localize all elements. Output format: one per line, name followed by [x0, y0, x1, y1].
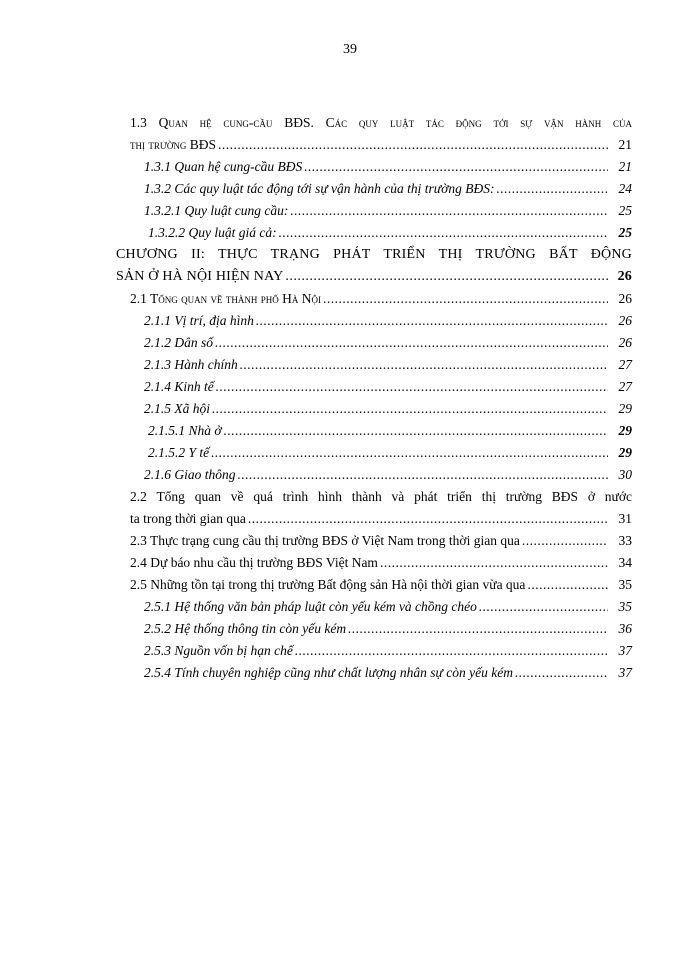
leader-dots	[323, 288, 608, 310]
leader-dots	[348, 618, 608, 640]
toc-entry-title: 2.5.3 Nguồn vốn bị hạn chế	[144, 643, 293, 658]
toc-entry-2-1-1	[130, 310, 632, 332]
toc-entry-title: 2.5.2 Hệ thống thông tin còn yếu kém	[144, 621, 347, 636]
toc-entry-2-1-3	[130, 354, 632, 376]
toc-entry-2-1-6	[130, 464, 632, 486]
toc-entry-title: 2.1.5.2 Y tế	[148, 445, 210, 460]
leader-dots	[218, 134, 608, 156]
toc-page-number: 37	[618, 643, 632, 658]
toc-entry-title: 2.2 Tổng quan về quá trình hình thành và phát triển thị trường BĐS ở nước	[130, 489, 632, 504]
toc-entry-title: 2.4 Dự báo nhu cầu thị trường BĐS Việt Nam	[130, 555, 378, 570]
toc-page-number: 21	[618, 137, 632, 152]
toc-entry-title: 2.1.1 Vị trí, địa hình	[144, 313, 254, 328]
leader-dots	[248, 508, 608, 530]
toc-entry-2-5-1	[130, 596, 632, 618]
toc-entry-title: 2.1 Tổng quan về thành phố Hà Nội	[130, 291, 321, 306]
toc-entry-2-5-3	[130, 640, 632, 662]
toc-entry-title-continued: SẢN Ở HÀ NỘI HIỆN NAY	[116, 269, 284, 284]
leader-dots	[522, 530, 608, 552]
leader-dots	[256, 310, 608, 332]
toc-entry-1-3	[130, 112, 632, 156]
leader-dots	[380, 552, 608, 574]
toc-page-number: 26	[618, 313, 632, 328]
toc-page-number: 36	[618, 621, 632, 636]
toc-entry-title: 2.5.4 Tính chuyên nghiệp cũng như chất lượng nhân sự còn yếu kém	[144, 665, 513, 680]
toc-entry-2-1-5	[130, 398, 632, 420]
toc-page-number: 29	[618, 445, 632, 460]
toc-page-number: 27	[618, 379, 632, 394]
page-number: 39	[343, 42, 357, 57]
leader-dots	[295, 640, 608, 662]
toc-page-number: 29	[618, 401, 632, 416]
toc-page-number: 26	[618, 291, 632, 306]
toc-entry-2-5-2	[130, 618, 632, 640]
toc-page-number: 29	[618, 423, 632, 438]
toc-entry-title: 2.1.5 Xã hội	[144, 401, 210, 416]
toc-page-number: 37	[618, 665, 632, 680]
toc-page-number: 35	[618, 577, 632, 592]
leader-dots	[479, 596, 608, 618]
toc-page-number: 25	[618, 225, 632, 240]
toc-entry-1-3-1	[130, 156, 632, 178]
toc-entry-title: 1.3.1 Quan hệ cung-cầu BĐS	[144, 159, 303, 174]
toc-page-number: 24	[618, 181, 632, 196]
toc-entry-title: 2.1.5.1 Nhà ở	[148, 423, 222, 438]
toc-page-number: 35	[618, 599, 632, 614]
toc-entry-title-continued: ta trong thời gian qua	[130, 511, 246, 526]
toc-entry-2-1-5-2	[130, 442, 632, 464]
leader-dots	[285, 266, 608, 288]
leader-dots	[224, 420, 608, 442]
toc-entry-1-3-2-1	[130, 200, 632, 222]
toc-page-number: 31	[618, 511, 632, 526]
leader-dots	[496, 178, 608, 200]
toc-entry-2-3	[130, 530, 632, 552]
leader-dots	[240, 354, 608, 376]
toc-page-number: 30	[618, 467, 632, 482]
toc-entry-chapter-2	[116, 244, 632, 288]
toc-page-number: 34	[618, 555, 632, 570]
leader-dots	[304, 156, 608, 178]
toc-entry-2-1-2	[130, 332, 632, 354]
leader-dots	[215, 332, 608, 354]
toc-page-number: 21	[618, 159, 632, 174]
toc-page-number: 26	[617, 269, 632, 284]
toc-entry-title: 1.3.2.1 Quy luật cung cầu:	[144, 203, 289, 218]
toc-entry-title: 2.5.1 Hệ thống văn bản pháp luật còn yếu kém và chồng chéo	[144, 599, 477, 614]
table-of-contents	[116, 112, 632, 684]
leader-dots	[216, 376, 608, 398]
toc-entry-1-3-2	[130, 178, 632, 200]
toc-entry-2-2	[130, 486, 632, 530]
toc-page-number: 27	[618, 357, 632, 372]
toc-entry-title: CHƯƠNG II: THỰC TRẠNG PHÁT TRIỂN THỊ TRƯỜNG BẤT ĐỘNG	[116, 247, 632, 262]
leader-dots	[212, 398, 608, 420]
toc-entry-title: 2.1.2 Dân số	[144, 335, 214, 350]
toc-entry-1-3-2-2	[130, 222, 632, 244]
toc-page-number: 25	[618, 203, 632, 218]
toc-entry-2-4	[130, 552, 632, 574]
toc-entry-2-1-4	[130, 376, 632, 398]
toc-entry-2-1	[130, 288, 632, 310]
leader-dots	[290, 200, 608, 222]
toc-entry-2-5	[130, 574, 632, 596]
toc-page-number: 33	[618, 533, 632, 548]
toc-entry-title: 2.3 Thực trạng cung cầu thị trường BĐS ở Việt Nam trong thời gian qua	[130, 533, 520, 548]
toc-entry-title: 1.3.2.2 Quy luật giá cả:	[148, 225, 277, 240]
toc-entry-title-continued: thị trường BĐS	[130, 137, 216, 152]
toc-page-number: 26	[618, 335, 632, 350]
toc-entry-title: 2.5 Những tồn tại trong thị trường Bất động sản Hà nội thời gian vừa qua	[130, 577, 526, 592]
toc-entry-title: 2.1.3 Hành chính	[144, 357, 238, 372]
toc-entry-2-1-5-1	[130, 420, 632, 442]
toc-entry-title: 2.1.6 Giao thông	[144, 467, 236, 482]
toc-entry-title: 1.3 Quan hệ cung-cầu BĐS. Các quy luật tác động tới sự vận hành của	[130, 115, 632, 130]
leader-dots	[515, 662, 608, 684]
leader-dots	[238, 464, 608, 486]
leader-dots	[211, 442, 608, 464]
leader-dots	[527, 574, 608, 596]
toc-entry-title: 2.1.4 Kinh tế	[144, 379, 214, 394]
toc-entry-2-5-4	[130, 662, 632, 684]
toc-entry-title: 1.3.2 Các quy luật tác động tới sự vận hành của thị trường BĐS:	[144, 181, 495, 196]
leader-dots	[279, 222, 608, 244]
